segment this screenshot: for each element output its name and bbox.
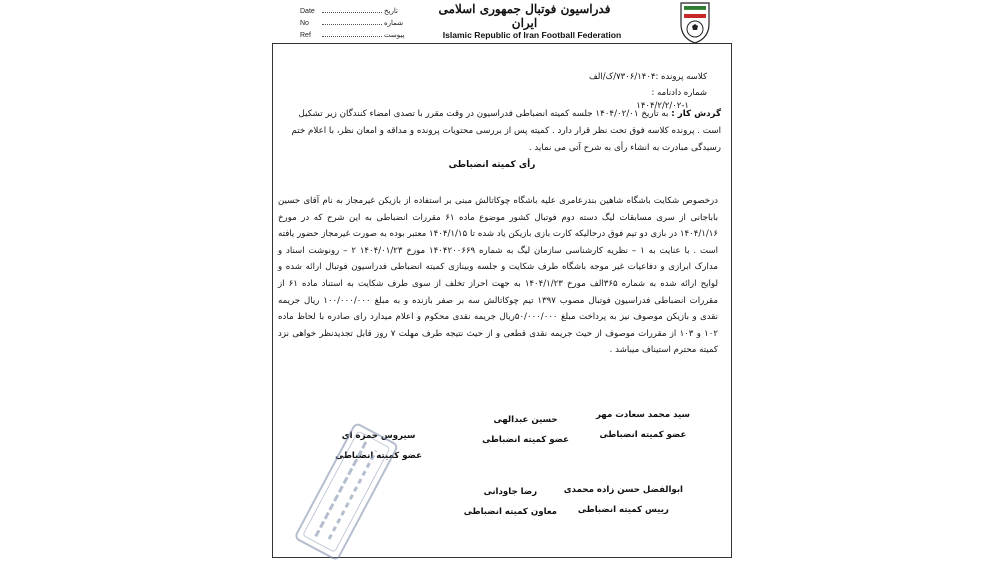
signatory-name: ابوالفضل حسن زاده محمدی — [563, 485, 683, 495]
verdict-body: درخصوص شکایت باشگاه شاهین بندرعامری علیه باشگاه چوکاتالش مبنی بر استفاده از بازیکن غیرمجاز به نام آقای حسین باباجانی از سری مسابقات لیگ دسته دوم فوتبال کشور موضوع ماده ۶۱ مقررات انضباطی به این شرح که در مورخ ۱۴۰۴/۱/۱۶ در بازی دو تیم فوق درحالیکه کارت بازی بازیکن یاد شده تا ۱۴۰۴/۱/۱۵ معتبر بوده به صورت غیرمجاز حضور یافته است . با عنایت به ۱ – نظریه کارشناسی سازمان لیگ به شماره ۱۴۰۴۲۰۰۶۶۹ مورخ ۱۴۰۴/۰۱/۲۳ ۲ – رونوشت اسناد و مدارک ابرازی و دفاعیات غیر موجه باشگاه طرف شکایت و جلسه وبینازی کمیته انضباطی فدراسیون فوتبال ارائه شده و لوایح ارائه شده به شماره ۳۶۵الف مورخ ۱۴۰۴/۱/۲۳ به جهت احراز تخلف از سوی طرف شکایت به استناد ماده ۶۱ از مقررات انضباطی فدراسیون فوتبال مصوب ۱۳۹۷ تیم چوکاتالش سه بر صفر بازنده و به مبلغ ۱۰۰/۰۰۰/۰۰۰ ریال جریمه نقدی و بازیکن موصوف نیز به پرداخت مبلغ ۵۰/۰۰۰/۰۰۰ریال جریمه نقدی محکوم و اعلام میدارد رای صادره با لحاظ ماده ۱۰۲ و ۱۰۳ از مقررات موصوف از حیث جریمه نقدی قطعی و از حیث نتیجه طرف مهلت ۷ روز قابل تجدیدنظر خواهی نزد کمیته محترم استیناف میباشد . — [278, 196, 719, 356]
meta-attachment: Ref پیوست — [300, 32, 405, 39]
signatory-title: عضو کمیته انضباطی — [482, 435, 569, 445]
docket-label: شماره دادنامه : — [651, 88, 707, 98]
signatory-title: عضو کمیته انضباطی — [599, 430, 687, 440]
meta-number: No شماره — [300, 20, 404, 27]
federation-title-fa: فدراسیون فوتبال جمهوری اسلامی ایران — [438, 2, 611, 30]
signatory-name: سیروس حمزه ای — [341, 431, 416, 441]
docket-number: ۱۴۰۴/۲/۲/۰۲-۱ — [636, 101, 689, 111]
federation-logo-icon — [677, 0, 713, 44]
verdict-heading: رأی کمیته انضباطی — [448, 160, 536, 170]
document-page — [267, 0, 739, 561]
signatory-1 — [596, 405, 690, 445]
signatory-5 — [464, 482, 557, 522]
meta-date: Date تاریخ — [300, 8, 398, 15]
official-stamp-icon — [289, 418, 409, 563]
signatory-title: معاون کمیته انضباطی — [463, 507, 557, 517]
workflow-paragraph — [281, 106, 721, 157]
signatory-4 — [564, 480, 683, 520]
signatory-name: سید محمد سعادت مهر — [595, 410, 690, 420]
signatory-title: رییس کمیته انضباطی — [577, 505, 669, 515]
case-number: کلاسه پرونده :۷۳۰۶/۱۴۰۴/ک/الف — [589, 72, 707, 82]
federation-title-en: Islamic Republic of Iran Football Federation — [442, 30, 622, 40]
signatory-name: حسین عبدالهی — [493, 415, 558, 425]
signatory-2 — [482, 410, 569, 450]
signatory-title: عضو کمیته انضباطی — [335, 451, 422, 461]
workflow-text: به تاریخ ۱۴۰۴/۰۲/۰۱ جلسه کمیته انضباطی فدراسیون در وقت مقرر با تصدی امضاء کنندگان زیر تشکیل است . پرونده کلاسه فوق تحت نظر قرار دارد . کمیته پس از بررسی محتویات پرونده و مداقه و امعان نظر، با اعلام ختم رسیدگی مبادرت به انشاء رأی به شرح آتی می نماید . — [291, 109, 721, 153]
workflow-label: گردش کار : — [671, 109, 721, 119]
letter-meta — [300, 6, 430, 42]
signatory-name: رضا جاودانی — [483, 487, 538, 497]
